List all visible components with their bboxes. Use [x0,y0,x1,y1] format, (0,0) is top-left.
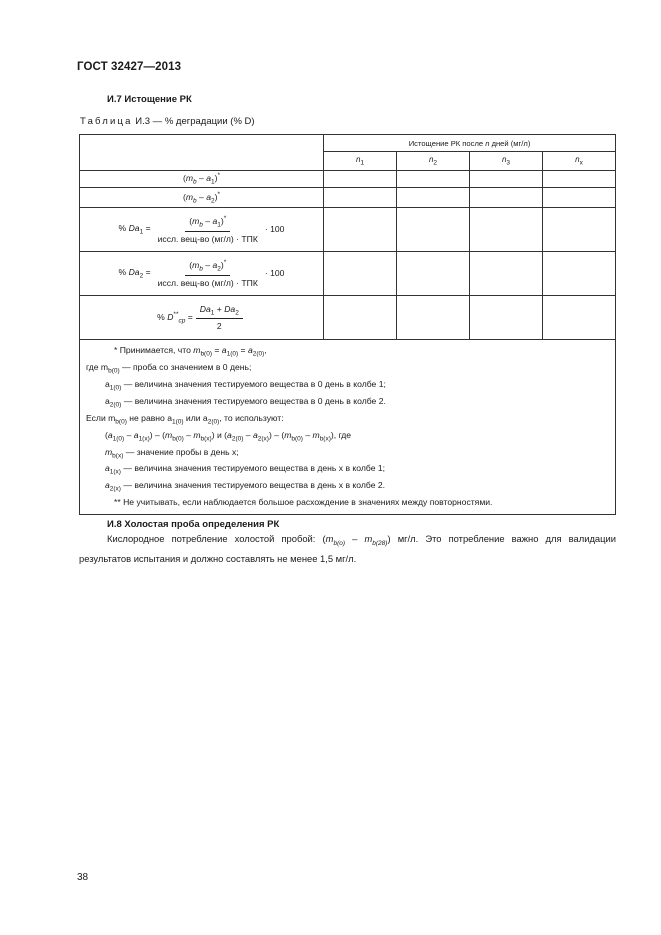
row-da2-formula: % $Da_2$ = $\frac{(m_b - a_2)^*}{\text{иссл. вещ-во (мг/л) · ТПК}}$ · 100 [80,252,324,296]
cell [543,188,616,208]
cell [324,296,397,340]
cell [470,188,543,208]
row-da1-formula: % $Da_1$ = $\frac{(m_b - a_1)^*}{\text{иссл. вещ-во (мг/л) · ТПК}}$ · 100 [80,208,324,252]
page-number: 38 [77,872,89,883]
cell [470,171,543,188]
note-3: $a_{1(0)}$ — величина значения тестируемого вещества в 0 день в колбе 1; [105,378,386,392]
cell [470,252,543,296]
section-i8-title: И.8 Холостая проба определения РК [107,519,280,530]
subheader-nx: $n_x$ [543,152,616,171]
cell [324,188,397,208]
note-2: где $m_{b(0)}$ — проба со значением в 0 день; [86,361,252,375]
note-5: Если $m_{b(0)}$ не равно $a_{1(0)}$ или $a_{2(0)}$, то используют: [86,412,284,426]
row-mb-minus-a1: $(m_b - a_1)^*$ [80,171,324,188]
row-mb-minus-a2: $(m_b - a_2)^*$ [80,188,324,208]
cell [543,208,616,252]
note-4: $a_{2(0)}$ — величина значения тестируемого вещества в 0 день в колбе 2. [105,395,386,409]
note-8: $a_{1(x)}$ — величина значения тестируемого вещества в день х в колбе 1; [105,463,386,477]
subheader-n2: $n_2$ [397,152,470,171]
table-caption-text: И.3 — % деградации (% D) [132,116,255,127]
cell [397,252,470,296]
cell [397,171,470,188]
cell [397,296,470,340]
degradation-table [79,134,616,515]
subheader-n1: $n_1$ [324,152,397,171]
cell [543,252,616,296]
cell [324,252,397,296]
note-1: * Принимается, что $m_{b(0)} = a_{1(0)} = a_{2(0)}$, [114,345,267,358]
cell [543,171,616,188]
cell [543,296,616,340]
standard-header: ГОСТ 32427—2013 [77,61,182,73]
table-caption [80,116,255,127]
row-dcp-formula: % $D^{**}_{ср}$ = $\frac{Da_1 + Da_2}{2}$ [80,296,324,340]
table-caption-label: Таблица [80,116,133,127]
note-9: $a_{2(x)}$ — величина значения тестируемого вещества в день х в колбе 2. [105,480,386,494]
section-i7-title: И.7 Истощение РК [107,94,192,105]
table-notes [80,340,616,515]
note-10: ** Не учитывать, если наблюдается большое расхождение в значениях между повторностями. [114,497,493,508]
subheader-n3: $n_3$ [470,152,543,171]
cell [324,208,397,252]
section-i8-paragraph: Кислородное потребление холостой пробой: $(m_{b(o)} - m_{b(28)})$ мг/л. Это потребление важно для валидации результатов испытания и должно составлять не менее 1,5 мг/л. [79,533,616,564]
cell [397,208,470,252]
cell [324,171,397,188]
note-7: $m_{b(x)}$ — значение пробы в день х; [105,446,239,460]
cell [470,208,543,252]
cell [397,188,470,208]
table-header-main: Истощение РК после n дней (мг/л) [324,135,616,152]
cell [470,296,543,340]
table-corner-cell [80,135,324,171]
note-6: $(a_{1(0)} - a_{1(x)}) - (m_{b(0)} - m_{b(x)})$ и $(a_{2(0)} - a_{2(x)}) - (m_{b(0)} - m_{b(x)})$, где [105,429,352,443]
